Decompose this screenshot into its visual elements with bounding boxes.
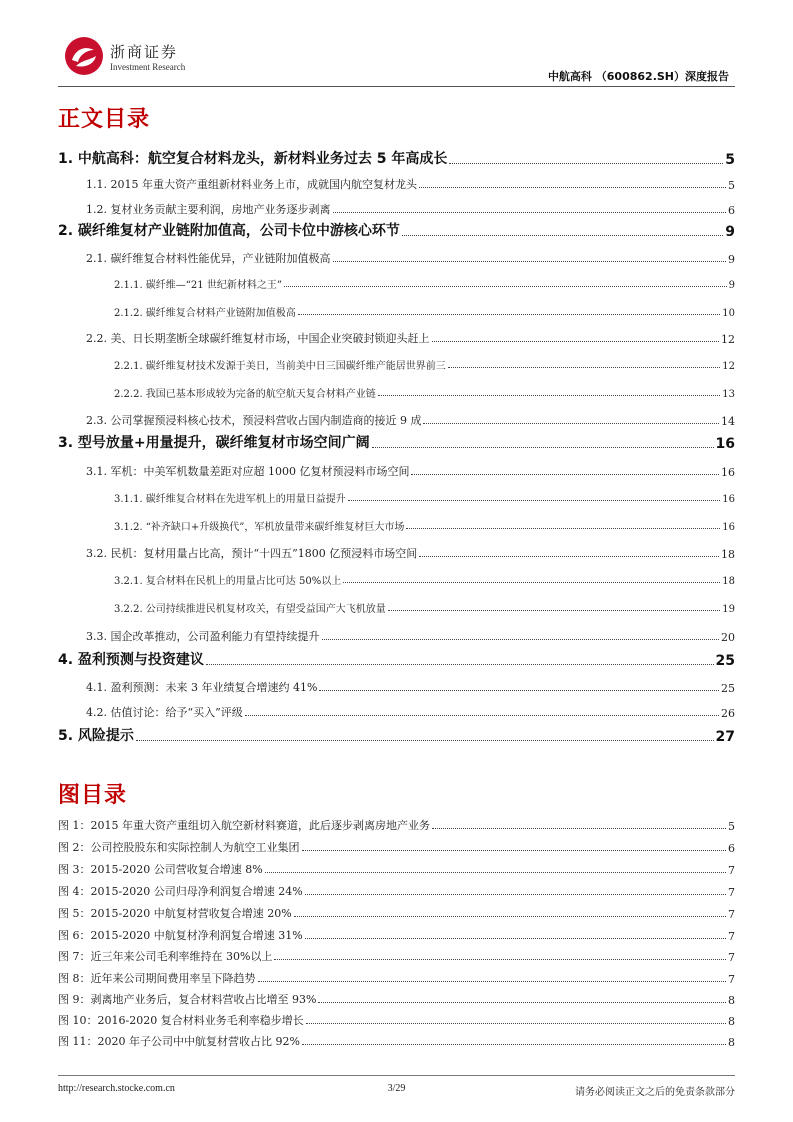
figure-entry-7[interactable]: 图 7：近三年来公司毛利率维持在 30%以上 7 xyxy=(58,950,735,964)
toc-entry-2-1[interactable]: 2.1. 碳纤维复合材料性能优异，产业链附加值极高 9 xyxy=(86,252,735,266)
figure-entry-3[interactable]: 图 3：2015-2020 公司营收复合增速 8% 7 xyxy=(58,863,735,877)
toc-entry-4-1[interactable]: 4.1. 盈利预测：未来 3 年业绩复合增速约 41% 25 xyxy=(86,681,735,695)
toc-entry-2-2-2[interactable]: 2.2.2. 我国已基本形成较为完备的航空航天复合材料产业链 13 xyxy=(114,389,735,400)
toc-entry-3-1[interactable]: 3.1. 军机：中美军机数量差距对应超 1000 亿复材预浸料市场空间 16 xyxy=(86,465,735,479)
toc-entry-5[interactable]: 5. 风险提示 27 xyxy=(58,728,735,745)
toc-entry-2-1-2[interactable]: 2.1.2. 碳纤维复合材料产业链附加值极高 10 xyxy=(114,308,735,319)
company-logo-icon xyxy=(64,36,104,76)
figure-entry-6[interactable]: 图 6：2015-2020 中航复材净利润复合增速 31% 7 xyxy=(58,929,735,943)
toc-entry-2-2[interactable]: 2.2. 美、日长期垄断全球碳纤维复材市场，中国企业突破封锁迎头赶上 12 xyxy=(86,332,735,346)
toc-entry-3-2-2[interactable]: 3.2.2. 公司持续推进民机复材攻关，有望受益国产大飞机放量 19 xyxy=(114,604,735,615)
figure-entry-2[interactable]: 图 2：公司控股股东和实际控制人为航空工业集团 6 xyxy=(58,841,735,855)
toc-entry-3-2[interactable]: 3.2. 民机：复材用量占比高，预计“十四五”1800 亿预浸料市场空间 18 xyxy=(86,547,735,561)
toc-entry-1[interactable]: 1. 中航高科：航空复合材料龙头，新材料业务过去 5 年高成长 5 xyxy=(58,151,735,168)
toc-entry-2-3[interactable]: 2.3. 公司掌握预浸料核心技术，预浸料营收占国内制造商的接近 9 成 14 xyxy=(86,414,735,428)
page-header xyxy=(0,0,793,90)
toc-entry-1-1[interactable]: 1.1. 2015 年重大资产重组新材料业务上市，成就国内航空复材龙头 5 xyxy=(86,178,735,192)
header-divider xyxy=(58,86,735,87)
footer-page-number: 3/29 xyxy=(387,1083,406,1094)
logo-english-name: Investment Research xyxy=(110,62,186,72)
report-title-header: 中航高科 （600862.SH）深度报告 xyxy=(547,70,729,83)
toc-entry-3[interactable]: 3. 型号放量+用量提升，碳纤维复材市场空间广阔 16 xyxy=(58,435,735,452)
toc-entry-4-2[interactable]: 4.2. 估值讨论：给予“买入”评级 26 xyxy=(86,706,735,720)
footer-disclaimer: 请务必阅读正文之后的免责条款部分 xyxy=(575,1087,735,1098)
toc-entry-4[interactable]: 4. 盈利预测与投资建议 25 xyxy=(58,652,735,669)
toc-entry-1-2[interactable]: 1.2. 复材业务贡献主要利润，房地产业务逐步剥离 6 xyxy=(86,203,735,217)
toc-entry-3-1-1[interactable]: 3.1.1. 碳纤维复合材料在先进军机上的用量日益提升 16 xyxy=(114,494,735,505)
figure-entry-10[interactable]: 图 10：2016-2020 复合材料业务毛利率稳步增长 8 xyxy=(58,1014,735,1028)
toc-entry-3-3[interactable]: 3.3. 国企改革推动，公司盈利能力有望持续提升 20 xyxy=(86,630,735,644)
logo-chinese-name: 浙商证券 xyxy=(110,43,179,61)
figure-entry-5[interactable]: 图 5：2015-2020 中航复材营收复合增速 20% 7 xyxy=(58,907,735,921)
figure-entry-4[interactable]: 图 4：2015-2020 公司归母净利润复合增速 24% 7 xyxy=(58,885,735,899)
toc-entry-3-2-1[interactable]: 3.2.1. 复合材料在民机上的用量占比可达 50%以上 18 xyxy=(114,576,735,587)
footer-divider xyxy=(58,1075,735,1076)
toc-title: 正文目录 xyxy=(58,107,151,132)
figures-title: 图目录 xyxy=(58,783,128,808)
figure-entry-9[interactable]: 图 9：剥离地产业务后，复合材料营收占比增至 93% 8 xyxy=(58,993,735,1007)
figure-entry-11[interactable]: 图 11：2020 年子公司中中航复材营收占比 92% 8 xyxy=(58,1035,735,1049)
figure-entry-1[interactable]: 图 1：2015 年重大资产重组切入航空新材料赛道，此后逐步剥离房地产业务 5 xyxy=(58,819,735,833)
footer-url-link[interactable]: http://research.stocke.com.cn xyxy=(58,1083,175,1094)
figure-entry-8[interactable]: 图 8：近年来公司期间费用率呈下降趋势 7 xyxy=(58,972,735,986)
toc-entry-2-1-1[interactable]: 2.1.1. 碳纤维—“21 世纪新材料之王” 9 xyxy=(114,280,735,291)
toc-entry-3-1-2[interactable]: 3.1.2. “补齐缺口+升级换代”，军机放量带来碳纤维复材巨大市场 16 xyxy=(114,522,735,533)
toc-entry-2-2-1[interactable]: 2.2.1. 碳纤维复材技术发源于美日，当前美中日三国碳纤维产能居世界前三 12 xyxy=(114,361,735,372)
toc-entry-2[interactable]: 2. 碳纤维复材产业链附加值高，公司卡位中游核心环节 9 xyxy=(58,223,735,240)
